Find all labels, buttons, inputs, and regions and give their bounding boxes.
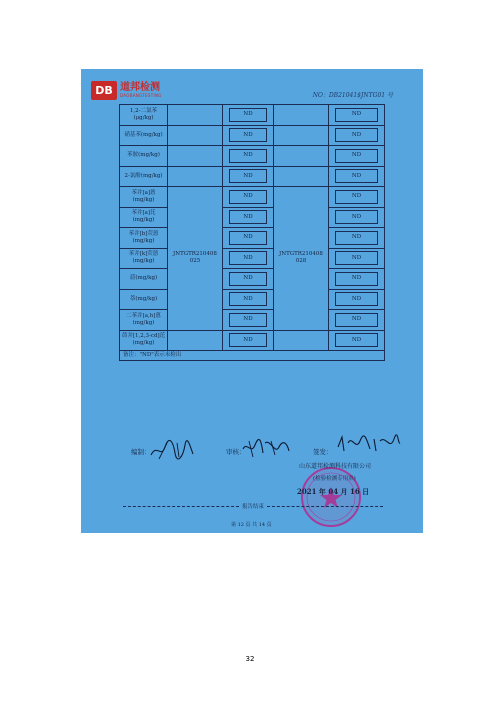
logo-name: 道邦检测	[120, 82, 160, 93]
reviewed-label: 审核：	[226, 448, 246, 456]
result-cell	[329, 166, 385, 187]
result-value: ND	[335, 251, 378, 265]
table-row	[120, 207, 385, 228]
result-value: ND	[229, 333, 267, 347]
result-cell	[329, 310, 385, 331]
blank-cell	[274, 330, 329, 351]
compiled-label: 编制：	[131, 448, 151, 456]
result-value: ND	[229, 128, 267, 142]
divider	[123, 506, 239, 507]
result-value: ND	[229, 108, 267, 122]
test-item: 苯并[b]荧蒽 (mg/kg)	[120, 228, 168, 249]
page-number: 32	[245, 655, 255, 663]
result-value: ND	[335, 210, 378, 224]
divider	[267, 506, 383, 507]
result-cell	[223, 105, 274, 126]
table-row	[120, 146, 385, 167]
blank-cell	[168, 330, 223, 351]
result-cell	[223, 125, 274, 146]
result-cell	[329, 228, 385, 249]
result-cell	[223, 228, 274, 249]
issuer-signature	[336, 433, 402, 455]
compiler-signature	[149, 439, 195, 461]
table-row	[120, 269, 385, 290]
result-cell	[329, 289, 385, 310]
result-cell	[223, 146, 274, 167]
result-value: ND	[229, 272, 267, 286]
result-cell	[329, 125, 385, 146]
logo-icon: DB	[91, 81, 117, 100]
reviewer-signature	[241, 437, 291, 459]
result-cell	[329, 105, 385, 126]
result-value: ND	[335, 108, 378, 122]
result-value: ND	[229, 251, 267, 265]
report-end-text: 报告结束	[242, 504, 265, 510]
report-page-scan	[81, 69, 423, 533]
issuing-company: 山东道邦检测科技有限公司	[299, 463, 372, 470]
blank-cell	[168, 166, 223, 187]
result-value: ND	[229, 231, 267, 245]
result-value: ND	[335, 149, 378, 163]
report-number: NO：DB21041$JNTG01 号	[312, 92, 393, 99]
table-row	[120, 248, 385, 269]
result-cell	[329, 207, 385, 228]
test-item: 2-氯酚(mg/kg)	[120, 166, 168, 187]
test-item: 茚并[1,2,3-cd]芘 (mg/kg)	[120, 330, 168, 351]
table-row	[120, 310, 385, 331]
blank-cell	[168, 105, 223, 126]
result-cell	[329, 187, 385, 208]
sample-id: JNTGTR210408 025	[168, 187, 223, 331]
result-value: ND	[335, 231, 378, 245]
test-item: 苯并[a]芘 (mg/kg)	[120, 207, 168, 228]
result-value: ND	[229, 169, 267, 183]
table-row	[120, 105, 385, 126]
result-value: ND	[229, 149, 267, 163]
result-cell	[223, 289, 274, 310]
result-value: ND	[229, 190, 267, 204]
test-item: 硝基苯(mg/kg)	[120, 125, 168, 146]
result-cell	[223, 187, 274, 208]
test-item: 苯并[k]荧蒽 (mg/kg)	[120, 248, 168, 269]
result-cell	[223, 166, 274, 187]
result-value: ND	[335, 292, 378, 306]
issue-date: 2021 年 04 月 16 日	[297, 487, 370, 496]
result-cell	[329, 269, 385, 290]
table-row	[120, 330, 385, 351]
result-value: ND	[335, 272, 378, 286]
table-row	[120, 125, 385, 146]
test-item: 苯并[a]蒽 (mg/kg)	[120, 187, 168, 208]
table-row	[120, 289, 385, 310]
result-value: ND	[335, 333, 378, 347]
logo-english: DAOBANGTESTING	[120, 93, 162, 98]
result-value: ND	[335, 313, 378, 327]
blank-cell	[274, 146, 329, 167]
page-counter: 第 12 页 共 14 页	[231, 522, 272, 528]
result-value: ND	[335, 169, 378, 183]
result-cell	[223, 330, 274, 351]
special-seal-label: (检验检测专用章)	[313, 476, 356, 482]
results-table	[119, 104, 385, 361]
blank-cell	[168, 125, 223, 146]
blank-cell	[274, 105, 329, 126]
result-cell	[223, 269, 274, 290]
result-value: ND	[229, 292, 267, 306]
blank-cell	[274, 166, 329, 187]
test-item: 䓛(mg/kg)	[120, 269, 168, 290]
company-logo	[91, 79, 162, 101]
report-end-line	[123, 502, 383, 510]
test-item: 萘(mg/kg)	[120, 289, 168, 310]
result-cell	[329, 330, 385, 351]
result-value: ND	[229, 210, 267, 224]
table-row	[120, 166, 385, 187]
table-note: 备注："ND"表示未检出	[120, 351, 385, 361]
test-item: 二苯并[a,h]蒽 (mg/kg)	[120, 310, 168, 331]
sample-id: JNTGTR210408 028	[274, 187, 329, 331]
blank-cell	[274, 125, 329, 146]
issued-label: 签发：	[313, 448, 333, 456]
table-row	[120, 228, 385, 249]
result-value: ND	[229, 313, 267, 327]
table-row	[120, 187, 385, 208]
result-cell	[329, 146, 385, 167]
result-cell	[223, 248, 274, 269]
result-value: ND	[335, 128, 378, 142]
result-cell	[329, 248, 385, 269]
test-item: 苯胺(mg/kg)	[120, 146, 168, 167]
blank-cell	[168, 146, 223, 167]
result-cell	[223, 207, 274, 228]
test-item: 1,2-二氯苯 (μg/kg)	[120, 105, 168, 126]
result-value: ND	[335, 190, 378, 204]
result-cell	[223, 310, 274, 331]
